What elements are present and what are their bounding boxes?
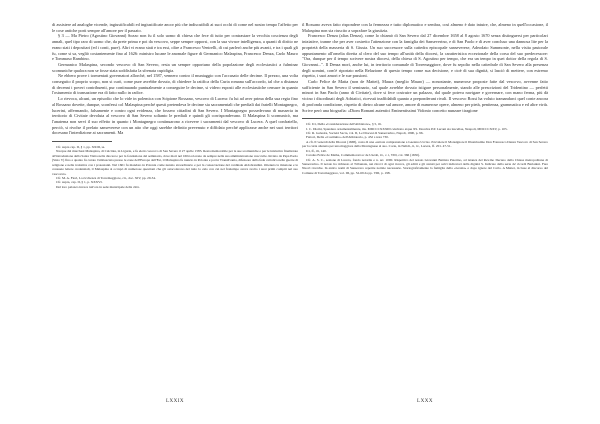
left-paragraph: Germanico Malaspina, secondo vescovo di San Severo, resta un sempre opportuno della popolazione degli ecclesiastici a fulminar scomuniche qualora non se fosse stata soddisfatta la sfrenata cupidigia. [52,61,298,73]
footnote: Cfr. R. Galestra, Società Sacra, vol. II, Le Diocesi di Sanseverino, Napoli, 1990, p. 96. [306,131,424,136]
footnote-separator [302,118,362,119]
right-footnotes [302,122,548,175]
right-body-text [302,22,548,113]
left-paragraph: Ne ebbero prove i tormentati governatori allorché, nel 1587, vennero contro il muniaggio con l'accusato delle decime. Il prezzo, una volta conseguito il proprio scopo, non si curò, come pure avrebbe dovuto, di chiedere la ratifica della Curia romana sull'accordo, tal che a distanza di decenni i poveri contribuenti, pur continuando puntualmente a conseguire le decime, si videro esposti alle ecclesiastiche censure in quanto l'ostumento di transazione era di fatto nullo in radice. [52,73,298,96]
left-footnotes [52,145,298,189]
right-paragraph: il Rossano aveva fatto rispondere con la fermezza e tutto diplomatico e sembra, così almeno è dato intuire, che, almeno in quell'occasione, il Malaspina non sia riuscito a soprafare la giustizia. [302,22,548,33]
right-paragraph: Francesco Denza (alias Denza), come lo chiamò di San Severo dal 27 dicembre 1658 al 8 agosto 1670 senza distinguersi per particolari iniziative, tranne che per aver costretto l'attenzione con la famiglia dei Sanseverino, e di San Paolo e di aver concluso una dannosa lite per la proprietà della masseria di S. Giusta. Un suo successore sulla cattedra episcopale sanseverese, Adeodato Summonte, nella visita pastorale appuntamento all'omelia diretta al clero del suo tempo all'unità della diocesi, la caratteristica eccezionale della corsa del suo predecessore: "Ora, dunque per il tempo scrivere nostra diocesi, della chiesa di S. Agostino per tempo, che era un tempo in quei dottor della regola di S. Giovanni...". Il Denza morì, anche lui, in territorio comunale di Torremaggiore, dove fu sepolto nella cattedrale di San Severo alla presenza degli uomini, com'è riportato nella Relazione di questo tempo come sua decisione, e cioè di sua dignità, si lasciò di mettere, con estremo rispetto, i suoi amori e le sue passioni. [302,33,548,79]
right-page-number: LXXX [417,399,433,404]
left-page-number: LXXIX [165,399,185,404]
footnote: Fattori, Della «Costituito» dell'Abbiatorio, p. 452 s nota 730. [306,135,389,140]
left-body-text [52,22,298,136]
left-paragraph: di assistere ad analoghe vicende, ingiustificabili ed ingiustificate ancor più che indiscutibili ai suoi occhi di come nel nostro tempo l'affetto per le cose antiche porti sempre all'amore per il passato. [52,22,298,33]
left-paragraph: § 3 — Ma Pietro (Agostino Giovanni) Sozzo non fu il solo uomo di chiesa che fece di tutto per contrastare la vecchia coscienza degli annali, quel tipo raro di uomo che, da prete prima e poi da vescovo, seppe sempre opporsi, con la sua vivace intelligenza, a quanti di diritto ne erano stati i depositari (ed i conti, pure). Altri vi erano stati e tra essi, oltre a Francesco Ventrelli, di cui parlerò anche più avanti, e tra i quali gli fu, come si sa, vegliò costantemente fino al 1626: ministro lucane le anomale figure di Germanico Malaspina, Francesco Denza, Carlo Mauro e Tommaso Rambino. [52,33,298,62]
footnote: Cfr. supra cap. II, § 1, pp. XXIII, ss. [56,145,106,150]
footnote: J. C. Diomi, Spandere ornamentalmente, ms. MDCCCXXXIII celebrato atque XS. Decebre P.P. Lucani sia lascellae, Neapoli, MDCCCXXV, p. 105. [306,126,508,131]
footnote: A cfr. Il venerdi della Diocesi (1668), costa di una «tettoia comprensione a Gaetano Ucciso d'avvalere il Monsignore il Illustrissimo Don Francesco Denza Vescovo di San Severo per la curia alienata per una maggiore della Montagnese al suo. Corte, in Nelidi., ii, iv., Lucera, ff. 201. 47-51. [302,139,548,149]
right-paragraph: Carlo Felice de Matta (non de Mattei), Maura (meglio Mauro) — nonostante, numerose proposte fatte dal vescovo, avvenne fatto sufficiente in San Severo il seminario, sul quale avrebbe dovuto istigare personalmente, stando alle prescrizioni del Tridentino — perfetti minori in San Paolo (anno di Civitate), dove si fece costruire un palazzo, dal quale poteva navigare e governare, con mano ferma, più dà vicino i disordinati degli Adriatici, ricevuti inaffidabili quanto a preponderant rivali. Il vescovo Rossi ha voluto tramandarci quel conte ancora di profonda condizione, rispetto di dietro alcune sul amore, amore di numerose opere, almeno per pietà, penitenza, grammatica e ed altre virtù. Scrive però una biografia: «Diom Romani autentici Eminentissimi Vidonio concetto nunzare tiragione [302,79,548,113]
footnote: Del loro palazzo invece tutt'ora in sede municipale della città. [56,184,140,189]
footnote: Ivi, ff., ili, 140. [306,148,327,153]
left-page [52,22,298,189]
footnote: Carolus Felice de Matha, Commemorati ac de Uzzoli, O., c. i, VIII, col. 366 (1650). [306,153,420,158]
footnote: Cfr. supra, cap. II, § 1, p. XXXVI. [56,180,103,185]
footnote: Nacque dal marchesi Malaspina, di Calcinia, in Liguria, e fu eletto vescovo di San Severo il 27 aprile 1583. Resta memorabile per le sue scomuniche e per le iniziative finalizzate all'introduzione della Santa Visita nella diocesi e per la fondazione del seminario, dove morì nel 1604 ed erano da sempre nella sua amministrazione vescovile. Inviato da Papa Paolo (Sisto V) fino a quanto fu curato l'ambasciata presso le zone dell'Europa dell'Est, il Malaspina fu nunzio in Polonia e poi in Transilvania, difensore della fede cattolica nelle guerre di religione e nelle trattative con i protestanti. Nel 1601 fu mandato in Polonia come nunzio straordinario e per la consacrazione del cardinale Aldobrandini. Ottenuta la missione e le consuete lettere credenziali, il Malaspina si occupò di numerose questioni che gli ostacolarono del tutto lo zelo con cui nel frattempo aveva svolto i suoi primi compiti nel suo vescovato. [52,149,298,176]
footnote: Cfr. Ivi, Della «Considerazione dell'Abbiatore», § 5, ili. [306,122,382,127]
footnote: Cfr. A. S. C., sezione di Lucera, fondo notarile e n. arr. 1090. Rispettivo del notaio Giovanni Battista Paterino, ad istanza del Rev.mo Decano della Chiesa metropolitana di Sanseverino. Il notaio ha richiesto al Tribunale, nei ritrovi di ogni ricerca, gli editti e gli statuti per salvi indicatori della dignità S. Indicate della serie de' ricordi Barianini. Fare Nuovi ricerche. In antico nomi di Sansevero reperite notizie necessarie. Storiograficamente la famiglia della «Grazia» e dopo ignote del Carlo. A Mattei, in base al discorso del Comune di Torremaggiore, vol. III, pp. 52-69 da pp. VIII, p. 198. [302,157,548,175]
footnote: Cfr. M. A. Fiori, La ricchezza di Torremaggiore, cit., doc. XIV, pp. 29-34. [56,175,156,180]
right-page [302,22,548,175]
left-paragraph: Lo rievoca, alcuni, un episodio che lo vide in polemica con Scipione Rossano, vescovo di Lucera: fu lui ad aver prima della sua regia fino al Rossano dovette, dunque, sconfessi col Malaspina perché questi pretendeva le decime sia sacramentali che prediali dai fratelli Montagnegro, lucerini, affermando, falsamente e contro ogni evidenza, che fossero cittadini di San Severo. I Montagnegro possedevano di masseria in territorio di Civitate devoluta al vescovo di San Severo soltanto le prediali e quindi gli corrispondevano. Il Malaspina li scomunicò, ma l'anatema non servì il suo effetto in quanto i Montagnegro continuarono a ricevere i sacramenti dal vescovo di Lucera. A quel confratello, perciò, si rivolse il prelato sanseverese con un atto che oggi sarebbe definito prevenuto e diffidato perché applicasse anche nei suoi territori docesano l'interdizione ai sacramenti. Ma [52,96,298,136]
footnote-separator [52,141,112,142]
